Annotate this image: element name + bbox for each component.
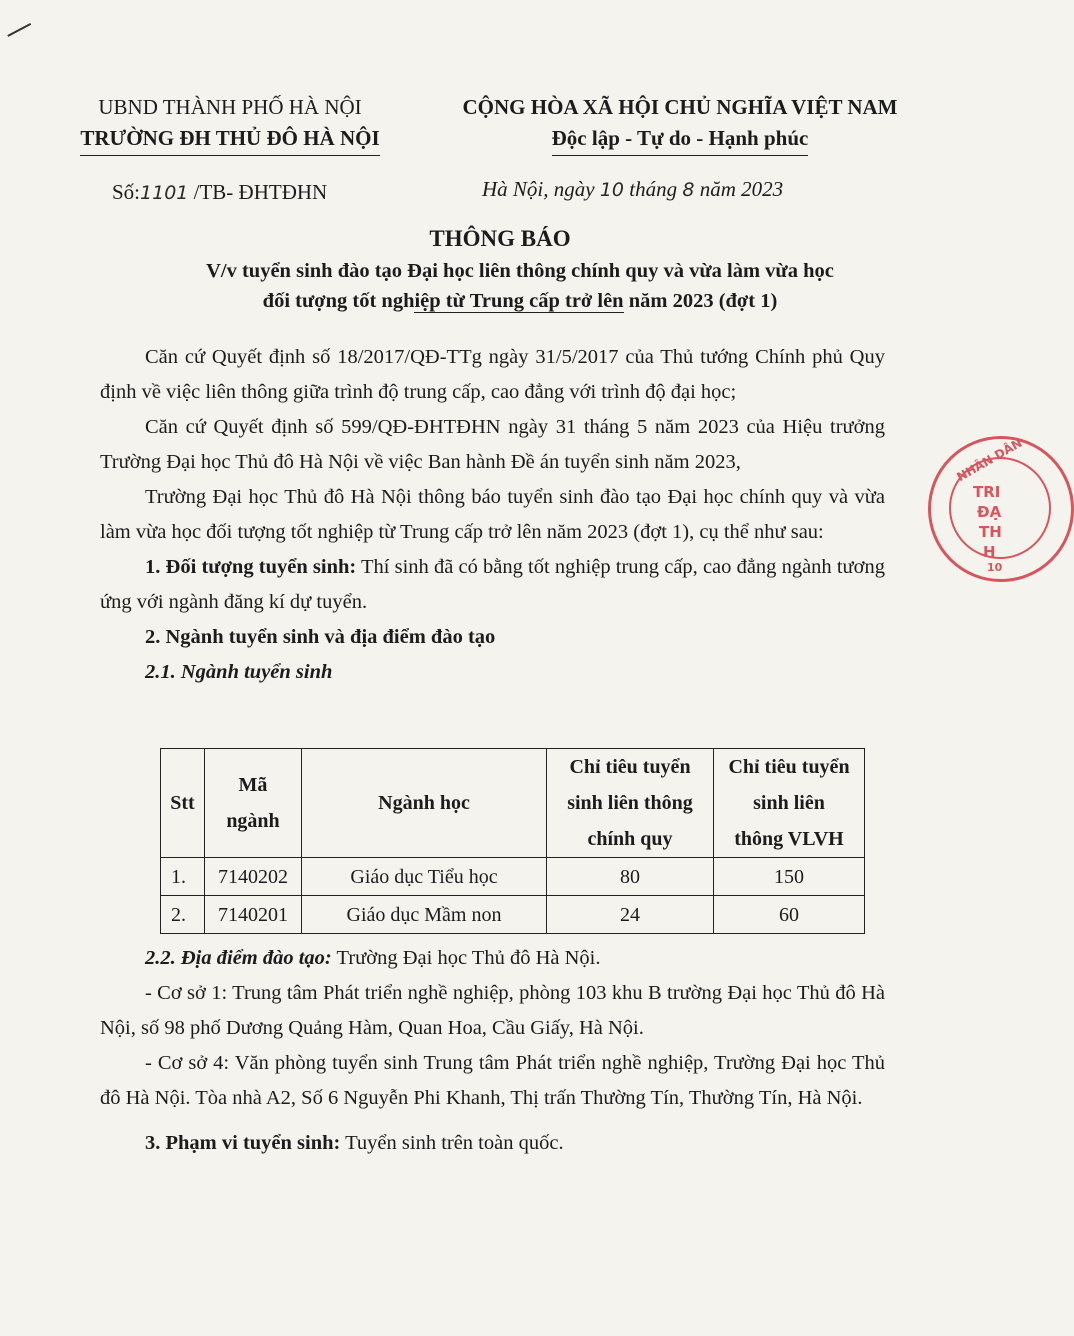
campus-1: - Cơ sở 1: Trung tâm Phát triển nghề nghiệp, phòng 103 khu B trường Đại học Thủ đô Hà Nội, số 98 phố Dương Quảng Hàm, Quan Hoa, Cầu Giấy, Hà Nội. xyxy=(100,982,885,1039)
document-subject xyxy=(100,256,940,316)
row-code: 7140201 xyxy=(205,896,302,934)
issuer-authority: UBND THÀNH PHỐ HÀ NỘI xyxy=(98,95,362,119)
issuer-block xyxy=(60,92,400,156)
row-major: Giáo dục Mầm non xyxy=(302,896,547,934)
section-2-heading xyxy=(100,620,885,655)
row-stt: 1. xyxy=(161,858,205,896)
seal-number: 10 xyxy=(987,561,1003,574)
majors-table xyxy=(160,748,865,934)
ref-prefix: Số: xyxy=(112,180,141,204)
header-quota-vlvh-line1: Chỉ tiêu tuyển xyxy=(728,756,850,778)
subject-line-2a: đối tượng tốt ngh xyxy=(262,290,415,312)
section-1 xyxy=(100,550,885,620)
seal-text-3: TH xyxy=(979,523,1002,541)
header-code xyxy=(205,749,302,858)
subject-line-2b: iệp từ Trung cấp trở lên xyxy=(414,290,624,312)
row-quota-vlvh: 150 xyxy=(714,858,865,896)
row-major: Giáo dục Tiểu học xyxy=(302,858,547,896)
row-quota-vlvh: 60 xyxy=(714,896,865,934)
section-3-text: Tuyển sinh trên toàn quốc. xyxy=(340,1132,564,1154)
seal-text-1: TRI xyxy=(973,483,1001,501)
section-3 xyxy=(100,1126,885,1161)
country-name: CỘNG HÒA XÃ HỘI CHỦ NGHĨA VIỆT NAM xyxy=(462,95,898,119)
ref-suffix: /TB- ĐHTĐHN xyxy=(188,180,328,204)
row-quota-regular: 24 xyxy=(547,896,714,934)
issue-date xyxy=(482,177,783,202)
date-month-handwritten: 8 xyxy=(682,179,695,201)
campus-4: - Cơ sở 4: Văn phòng tuyển sinh Trung tâm Phát triển nghề nghiệp, Trường Đại học Thủ đô Hà Nội. Tòa nhà A2, Số 6 Nguyễn Phi Khanh, Thị trấn Thường Tín, Thường Tín, Hà Nội. xyxy=(100,1052,885,1109)
header-quota-vlvh xyxy=(714,749,865,858)
header-quota-regular-line2: sinh liên thông xyxy=(567,792,693,814)
header-major: Ngành học xyxy=(302,749,547,858)
date-year: năm 2023 xyxy=(694,177,784,201)
seal-text-4: H xyxy=(983,543,996,561)
header-quota-regular-line3: chính quy xyxy=(587,828,673,850)
header-code-line1: Mã xyxy=(238,774,268,796)
section-3-label: 3. Phạm vi tuyển sinh: xyxy=(145,1132,341,1154)
issuer-school: TRƯỜNG ĐH THỦ ĐÔ HÀ NỘI xyxy=(80,123,379,156)
paragraph-basis-2: Căn cứ Quyết định số 599/QĐ-ĐHTĐHN ngày 31 tháng 5 năm 2023 của Hiệu trưởng Trường Đại học Thủ đô Hà Nội về việc Ban hành Đề án tuyển sinh năm 2023, xyxy=(100,416,885,473)
date-prefix: Hà Nội, ngày xyxy=(482,177,600,201)
document-number xyxy=(112,180,327,205)
section-2-2-text: Trường Đại học Thủ đô Hà Nội. xyxy=(331,947,601,969)
date-month-label: tháng xyxy=(624,177,683,201)
ref-number-handwritten: 1101 xyxy=(140,182,189,204)
row-quota-regular: 80 xyxy=(547,858,714,896)
row-stt: 2. xyxy=(161,896,205,934)
table-row xyxy=(161,858,865,896)
date-day-handwritten: 10 xyxy=(599,179,625,201)
row-code: 7140202 xyxy=(205,858,302,896)
handwritten-mark xyxy=(0,7,31,37)
paragraph-basis-1: Căn cứ Quyết định số 18/2017/QĐ-TTg ngày 31/5/2017 của Thủ tướng Chính phủ Quy định về việc liên thông giữa trình độ trung cấp, cao đẳng với trình độ đại học; xyxy=(100,346,885,403)
header-stt: Stt xyxy=(161,749,205,858)
document-title: THÔNG BÁO xyxy=(429,226,571,251)
section-2-1-label: 2.1. Ngành tuyển sinh xyxy=(145,661,333,683)
official-seal xyxy=(928,436,1074,582)
subject-line-2 xyxy=(100,286,940,316)
subject-line-2c: năm 2023 (đợt 1) xyxy=(623,290,778,312)
subject-line-1: V/v tuyển sinh đào tạo Đại học liên thông chính quy và vừa làm vừa học xyxy=(206,260,834,282)
header-quota-vlvh-line3: thông VLVH xyxy=(734,828,844,850)
section-2-label: 2. Ngành tuyển sinh và địa điểm đào tạo xyxy=(145,626,496,648)
section-1-label: 1. Đối tượng tuyển sinh: xyxy=(145,556,357,578)
table-row xyxy=(161,896,865,934)
table-header-row xyxy=(161,749,865,858)
header-quota-regular xyxy=(547,749,714,858)
paragraph-announcement: Trường Đại học Thủ đô Hà Nội thông báo tuyển sinh đào tạo Đại học chính quy và vừa làm vừa học đối tượng tốt nghiệp từ Trung cấp trở lên năm 2023 (đợt 1), cụ thể như sau: xyxy=(100,486,885,543)
training-location xyxy=(100,941,885,1161)
header-code-line2: ngành xyxy=(226,810,280,832)
section-2-1-heading xyxy=(100,655,885,690)
section-1-text: Thí sinh đã có bằng tốt nghiệp trung cấp, cao đẳng ngành tương ứng với ngành đăng kí dự tuyển. xyxy=(100,556,885,613)
legal-basis xyxy=(100,340,885,690)
national-motto: Độc lập - Tự do - Hạnh phúc xyxy=(552,123,809,156)
seal-text-2: ĐẠ xyxy=(977,503,1002,521)
header-quota-vlvh-line2: sinh liên xyxy=(753,792,825,814)
national-header xyxy=(430,92,930,156)
section-2-2 xyxy=(100,941,885,976)
header-quota-regular-line1: Chỉ tiêu tuyển xyxy=(569,756,691,778)
section-2-2-label: 2.2. Địa điểm đào tạo: xyxy=(145,947,332,969)
seal-arc-text: NHÂN DÂN xyxy=(954,435,1025,485)
